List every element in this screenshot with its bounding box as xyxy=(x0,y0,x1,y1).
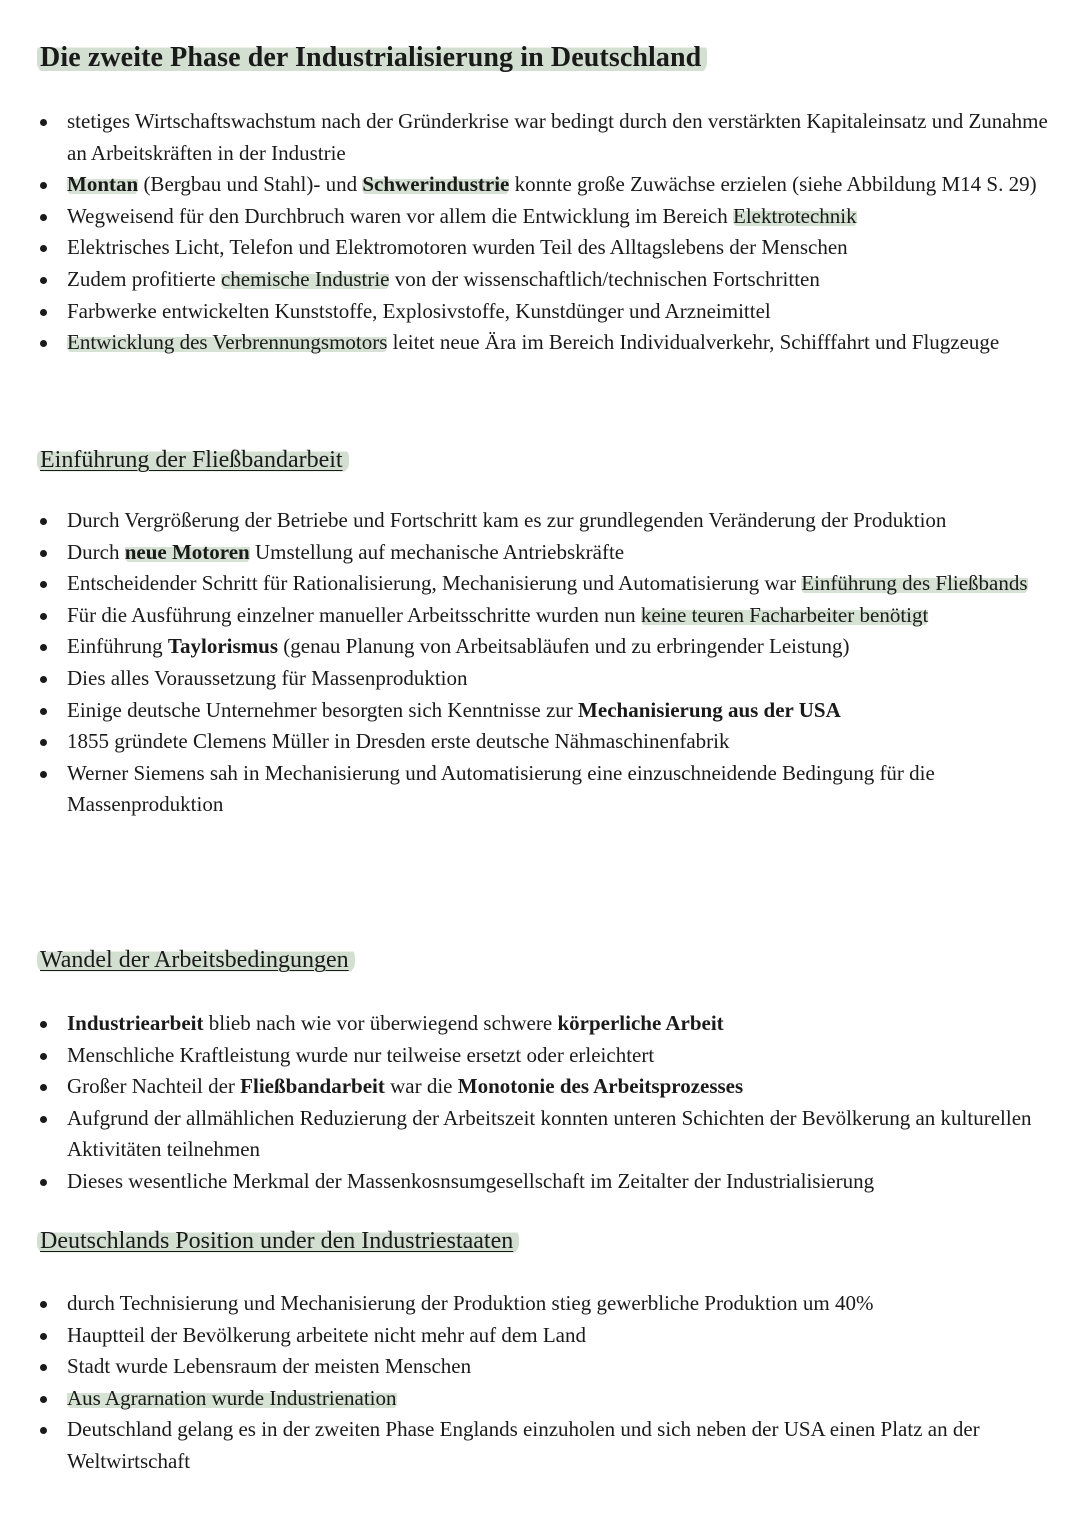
list-item: Montan (Bergbau und Stahl)- und Schwerindustrie konnte große Zuwächse erzielen (siehe Abbildung M14 S. 29) xyxy=(38,169,1048,201)
page-title: Die zweite Phase der Industrialisierung in Deutschland xyxy=(40,42,707,74)
list-item: Entscheidender Schritt für Rationalisierung, Mechanisierung und Automatisierung war Einführung des Fließbands xyxy=(38,568,1048,600)
list-item: Menschliche Kraftleistung wurde nur teilweise ersetzt oder erleichtert xyxy=(38,1040,1048,1072)
section-1-list xyxy=(38,106,1048,359)
section-heading-arbeitsbedingungen: Wandel der Arbeitsbedingungen xyxy=(40,947,355,974)
section-heading-position: Deutschlands Position under den Industriestaaten xyxy=(40,1228,519,1255)
list-item: Dies alles Voraussetzung für Massenproduktion xyxy=(38,663,1048,695)
section-4-list xyxy=(38,1288,1048,1478)
list-item: stetiges Wirtschaftswachstum nach der Gründerkrise war bedingt durch den verstärkten Kapitaleinsatz und Zunahme an Arbeitskräften in der Industrie xyxy=(38,106,1048,169)
list-item: Deutschland gelang es in der zweiten Phase Englands einzuholen und sich neben der USA einen Platz an der Weltwirtschaft xyxy=(38,1414,1048,1477)
list-item: Aus Agrarnation wurde Industrienation xyxy=(38,1383,1048,1415)
list-item: Großer Nachteil der Fließbandarbeit war die Monotonie des Arbeitsprozesses xyxy=(38,1071,1048,1103)
list-item: Stadt wurde Lebensraum der meisten Menschen xyxy=(38,1351,1048,1383)
list-item: Durch neue Motoren Umstellung auf mechanische Antriebskräfte xyxy=(38,537,1048,569)
list-item: Wegweisend für den Durchbruch waren vor allem die Entwicklung im Bereich Elektrotechnik xyxy=(38,201,1048,233)
list-item: Werner Siemens sah in Mechanisierung und Automatisierung eine einzuschneidende Bedingung für die Massenproduktion xyxy=(38,758,1048,821)
list-item: Einführung Taylorismus (genau Planung von Arbeitsabläufen und zu erbringender Leistung) xyxy=(38,631,1048,663)
section-2-list xyxy=(38,505,1048,821)
list-item: Hauptteil der Bevölkerung arbeitete nicht mehr auf dem Land xyxy=(38,1320,1048,1352)
list-item: Zudem profitierte chemische Industrie von der wissenschaftlich/technischen Fortschritten xyxy=(38,264,1048,296)
section-heading-fliessband: Einführung der Fließbandarbeit xyxy=(40,447,349,474)
list-item: Dieses wesentliche Merkmal der Massenkosnsumgesellschaft im Zeitalter der Industrialisierung xyxy=(38,1166,1048,1198)
list-item: Elektrisches Licht, Telefon und Elektromotoren wurden Teil des Alltagslebens der Menschen xyxy=(38,232,1048,264)
list-item: Entwicklung des Verbrennungsmotors leitet neue Ära im Bereich Individualverkehr, Schifffahrt und Flugzeuge xyxy=(38,327,1048,359)
list-item: Aufgrund der allmählichen Reduzierung der Arbeitszeit konnten unteren Schichten der Bevölkerung an kulturellen Aktivitäten teilnehmen xyxy=(38,1103,1048,1166)
list-item: Farbwerke entwickelten Kunststoffe, Explosivstoffe, Kunstdünger und Arzneimittel xyxy=(38,296,1048,328)
list-item: Durch Vergrößerung der Betriebe und Fortschritt kam es zur grundlegenden Veränderung der Produktion xyxy=(38,505,1048,537)
list-item: durch Technisierung und Mechanisierung der Produktion stieg gewerbliche Produktion um 40% xyxy=(38,1288,1048,1320)
section-3-list xyxy=(38,1008,1048,1198)
list-item: Industriearbeit blieb nach wie vor überwiegend schwere körperliche Arbeit xyxy=(38,1008,1048,1040)
list-item: Einige deutsche Unternehmer besorgten sich Kenntnisse zur Mechanisierung aus der USA xyxy=(38,695,1048,727)
list-item: Für die Ausführung einzelner manueller Arbeitsschritte wurden nun keine teuren Facharbeiter benötigt xyxy=(38,600,1048,632)
list-item: 1855 gründete Clemens Müller in Dresden erste deutsche Nähmaschinenfabrik xyxy=(38,726,1048,758)
